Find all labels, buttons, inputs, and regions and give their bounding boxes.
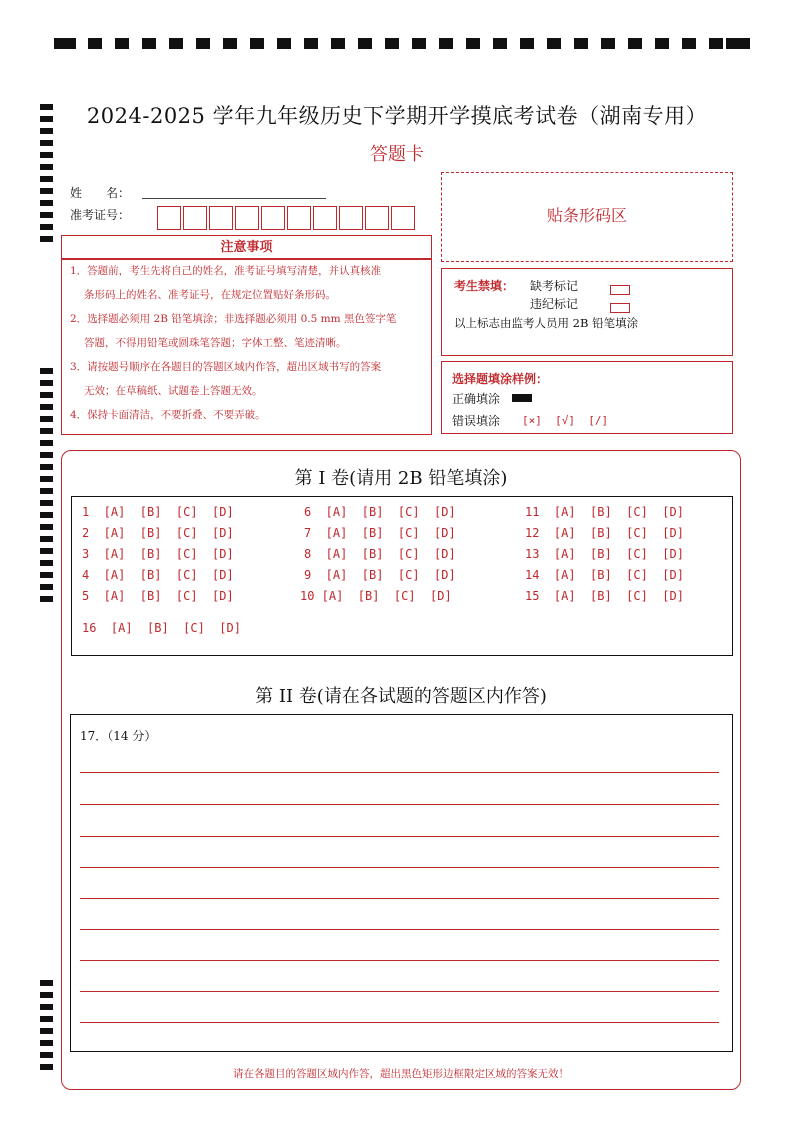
notice-line-4: 答题，不得用铅笔或圆珠笔答题；字体工整、笔迹清晰。 — [84, 337, 347, 349]
question-11[interactable]: 11 [A] [B] [C] [D] — [525, 505, 684, 519]
notice-line-3: 2．选择题必须用 2B 铅笔填涂；非选择题必须用 0.5 mm 黑色签字笔 — [70, 313, 397, 325]
question-14[interactable]: 14 [A] [B] [C] [D] — [525, 568, 684, 582]
page-subtitle: 答题卡 — [370, 144, 424, 165]
wrong-label: 错误填涂 — [452, 414, 501, 428]
sample-label: 选择题填涂样例： — [452, 372, 549, 386]
footer-warning: 请在各题目的答题区域内作答，超出黑色矩形边框限定区域的答案无效！ — [233, 1068, 569, 1080]
question-8[interactable]: 8 [A] [B] [C] [D] — [304, 547, 456, 561]
question-10[interactable]: 10 [A] [B] [C] [D] — [300, 589, 452, 603]
name-label: 姓 名： — [70, 186, 131, 200]
question-12[interactable]: 12 [A] [B] [C] [D] — [525, 526, 684, 540]
violation-label: 违纪标记 — [530, 297, 579, 311]
question-16[interactable]: 16 [A] [B] [C] [D] — [82, 621, 241, 635]
notice-line-5: 3．请按题号顺序在各题目的答题区域内作答，超出区域书写的答案 — [70, 361, 382, 373]
barcode-label: 贴条形码区 — [546, 206, 627, 225]
correct-label: 正确填涂 — [452, 392, 501, 406]
question-9[interactable]: 9 [A] [B] [C] [D] — [304, 568, 456, 582]
notice-line-2: 条形码上的姓名、准考证号，在规定位置贴好条形码。 — [84, 289, 336, 301]
forbidden-note: 以上标志由监考人员用 2B 铅笔填涂 — [454, 316, 639, 330]
question-5[interactable]: 5 [A] [B] [C] [D] — [82, 589, 234, 603]
question-3[interactable]: 3 [A] [B] [C] [D] — [82, 547, 234, 561]
question-1[interactable]: 1 [A] [B] [C] [D] — [82, 505, 234, 519]
notice-line-1: 1．答题前，考生先将自己的姓名，准考证号填写清楚，并认真核准 — [70, 265, 382, 277]
question-17-label: 17．（14 分） — [80, 729, 157, 743]
part1-title: 第 I 卷(请用 2B 铅笔填涂) — [294, 468, 508, 489]
question-2[interactable]: 2 [A] [B] [C] [D] — [82, 526, 234, 540]
part2-title: 第 II 卷(请在各试题的答题区内作答) — [255, 686, 547, 707]
absent-label: 缺考标记 — [530, 279, 579, 293]
wrong-marks: [×] [√] [/] — [522, 414, 609, 427]
notice-title: 注意事项 — [61, 235, 432, 260]
question-13[interactable]: 13 [A] [B] [C] [D] — [525, 547, 684, 561]
question-4[interactable]: 4 [A] [B] [C] [D] — [82, 568, 234, 582]
exam-id-label: 准考证号： — [70, 208, 131, 222]
notice-line-7: 4．保持卡面清洁，不要折叠、不要弄破。 — [70, 409, 266, 421]
question-7[interactable]: 7 [A] [B] [C] [D] — [304, 526, 456, 540]
forbidden-label: 考生禁填： — [454, 279, 515, 293]
question-15[interactable]: 15 [A] [B] [C] [D] — [525, 589, 684, 603]
page-title: 2024-2025 学年九年级历史下学期开学摸底考试卷（湖南专用） — [86, 104, 708, 128]
question-6[interactable]: 6 [A] [B] [C] [D] — [304, 505, 456, 519]
notice-line-6: 无效；在草稿纸、试题卷上答题无效。 — [84, 385, 263, 397]
